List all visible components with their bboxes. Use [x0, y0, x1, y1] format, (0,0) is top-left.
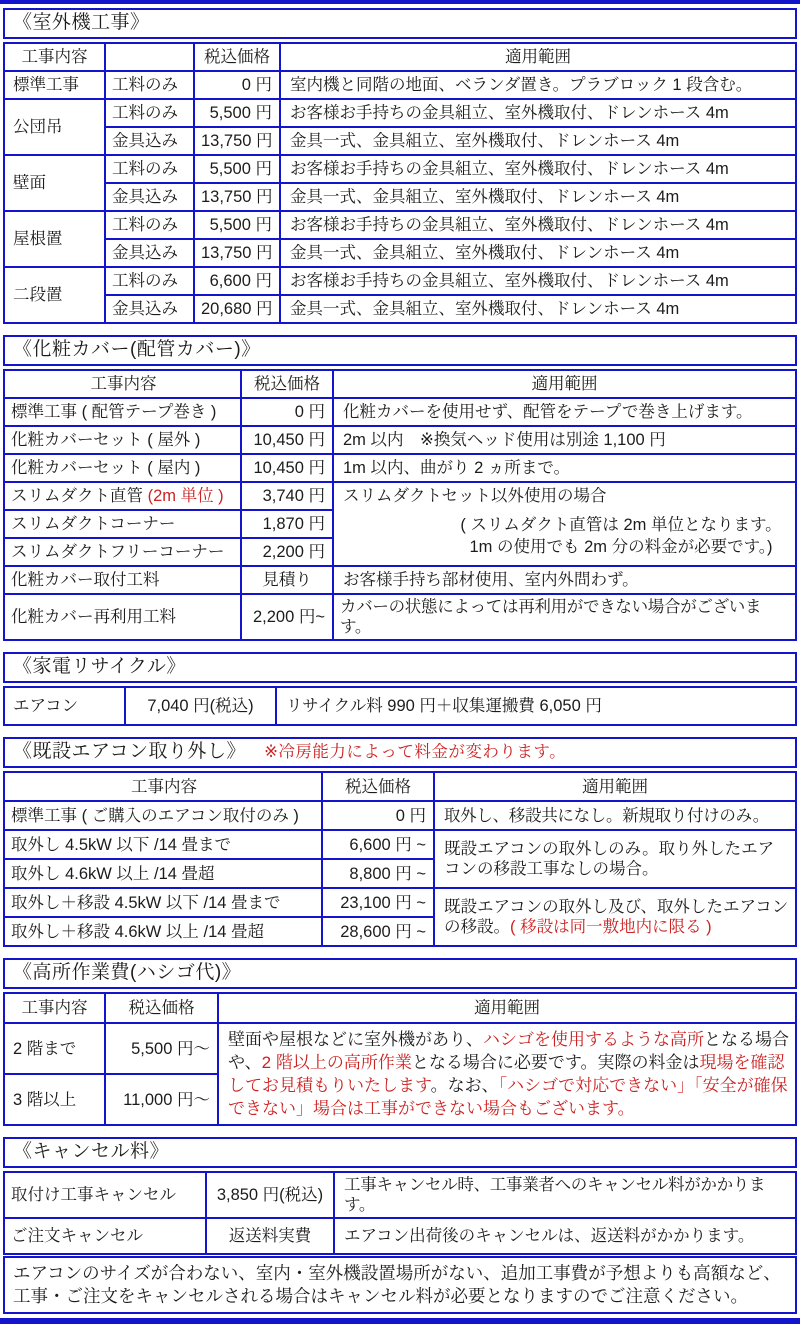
- table-row: [4, 1172, 796, 1218]
- table-row: [4, 1218, 796, 1254]
- section-ladder-fee: [3, 958, 797, 1126]
- scope-cell: 化粧カバーを使用せず、配管をテープで巻き上げます。: [333, 398, 796, 426]
- table-row: [4, 687, 796, 725]
- type-cell: 工料のみ: [105, 71, 194, 99]
- table-row: [4, 99, 796, 127]
- work-name-cell: 標準工事 ( ご購入のエアコン取付のみ ): [4, 801, 322, 830]
- scope-cell-merged: 既設エアコンの取外しのみ。取り外したエアコンの移設工事なしの場合。: [434, 830, 796, 888]
- group-cell: 標準工事: [4, 71, 105, 99]
- scope-cell: お客様お手持ちの金具組立、室外機取付、ドレンホース 4m: [280, 155, 796, 183]
- price-cell: 返送料実費: [206, 1218, 334, 1254]
- price-cell: 10,450 円: [241, 454, 333, 482]
- group-cell: 屋根置: [4, 211, 105, 267]
- price-cell: 3,740 円: [241, 482, 333, 510]
- note-line-1: ( スリムダクト直管は 2m 単位となります。: [460, 516, 782, 534]
- table-row: [4, 71, 796, 99]
- table-row: [4, 454, 796, 482]
- table-header-row: [4, 370, 796, 398]
- work-name-cell: 2 階まで: [4, 1023, 105, 1074]
- scope-cell-merged: [218, 1023, 796, 1125]
- price-cell: 5,500 円～: [105, 1023, 218, 1074]
- type-cell: 工料のみ: [105, 211, 194, 239]
- scope-cell-merged: [434, 888, 796, 946]
- scope-segment: 壁面や屋根などに室外機があり、: [228, 1030, 483, 1049]
- scope-cell: お客様お手持ちの金具組立、室外機取付、ドレンホース 4m: [280, 99, 796, 127]
- removal-table: [3, 771, 797, 947]
- table-row: [4, 155, 796, 183]
- section-title-text: 《高所作業費(ハシゴ代)》: [13, 962, 242, 983]
- price-cell: 13,750 円: [194, 127, 280, 155]
- header-price: 税込価格: [105, 993, 218, 1023]
- table-row: [4, 295, 796, 323]
- scope-cell: 金具一式、金具組立、室外機取付、ドレンホース 4m: [280, 239, 796, 267]
- type-cell: 金具込み: [105, 127, 194, 155]
- header-work-content: 工事内容: [4, 772, 322, 801]
- type-cell: 工料のみ: [105, 99, 194, 127]
- price-cell: 見積り: [241, 566, 333, 594]
- price-cell: 0 円: [241, 398, 333, 426]
- scope-cell: 室内機と同階の地面、ベランダ置き。プラブロック 1 段含む。: [280, 71, 796, 99]
- price-cell: 20,680 円: [194, 295, 280, 323]
- capacity-note-text: ※冷房能力によって料金が変わります。: [264, 743, 567, 761]
- header-scope: 適用範囲: [218, 993, 796, 1023]
- price-cell: 6,600 円: [194, 267, 280, 295]
- scope-cell: 金具一式、金具組立、室外機取付、ドレンホース 4m: [280, 127, 796, 155]
- section-appliance-recycle: [3, 652, 797, 726]
- price-cell: 5,500 円: [194, 211, 280, 239]
- work-name-cell: 標準工事 ( 配管テープ巻き ): [4, 398, 241, 426]
- section-cancel-fee: [3, 1137, 797, 1314]
- table-row: [4, 566, 796, 594]
- scope-cell: 工事キャンセル時、工事業者へのキャンセル料がかかります。: [334, 1172, 796, 1218]
- unit-note-text: (2m 単位 ): [147, 487, 224, 505]
- section-title-text: 《キャンセル料》: [13, 1141, 170, 1162]
- price-cell: 13,750 円: [194, 239, 280, 267]
- scope-red-text: ( 移設は同一敷地内に限る ): [510, 918, 712, 936]
- price-cell: 13,750 円: [194, 183, 280, 211]
- section-title-recycle: [3, 652, 797, 683]
- header-scope: 適用範囲: [434, 772, 796, 801]
- table-row: [4, 1023, 796, 1074]
- section-title-text: 《既設エアコン取り外し》: [13, 741, 247, 762]
- work-name-cell: 化粧カバー再利用工料: [4, 594, 241, 640]
- scope-cell: お客様手持ち部材使用、室内外問わず。: [333, 566, 796, 594]
- header-work-content: 工事内容: [4, 43, 105, 71]
- table-header-row: [4, 43, 796, 71]
- table-row: [4, 127, 796, 155]
- table-header-row: [4, 772, 796, 801]
- price-cell: 0 円: [322, 801, 434, 830]
- scope-segment: 。なお、: [430, 1076, 499, 1095]
- scope-cell: 1m 以内、曲がり 2 ヵ所まで。: [333, 454, 796, 482]
- header-work-content: 工事内容: [4, 993, 105, 1023]
- table-row: [4, 239, 796, 267]
- header-blank: [105, 43, 194, 71]
- work-name-cell: 取外し＋移設 4.6kW 以上 /14 畳超: [4, 917, 322, 946]
- aircon-installation-price-sheet: [0, 4, 800, 1314]
- price-cell: 23,100 円 ~: [322, 888, 434, 917]
- pipe-cover-table: [3, 369, 797, 641]
- section-title-outdoor: [3, 8, 797, 39]
- section-title-text: 《家電リサイクル》: [13, 656, 186, 677]
- scope-cell: 2m 以内 ※換気ヘッド使用は別途 1,100 円: [333, 426, 796, 454]
- header-price: 税込価格: [194, 43, 280, 71]
- work-name-cell: ご注文キャンセル: [4, 1218, 206, 1254]
- scope-segment-red: 2 階以上の高所作業: [261, 1053, 412, 1072]
- work-name-cell: スリムダクトフリーコーナー: [4, 538, 241, 566]
- scope-cell: カバーの状態によっては再利用ができない場合がございます。: [333, 594, 796, 640]
- scope-cell: リサイクル料 990 円＋収集運搬費 6,050 円: [276, 687, 796, 725]
- price-cell: 8,800 円 ~: [322, 859, 434, 888]
- section-pipe-cover: [3, 335, 797, 641]
- slim-duct-note: [343, 514, 789, 558]
- type-cell: 金具込み: [105, 295, 194, 323]
- price-cell: 28,600 円 ~: [322, 917, 434, 946]
- price-cell: 6,600 円 ~: [322, 830, 434, 859]
- work-name-cell: 取外し＋移設 4.5kW 以下 /14 畳まで: [4, 888, 322, 917]
- header-price: 税込価格: [322, 772, 434, 801]
- price-cell: 0 円: [194, 71, 280, 99]
- bottom-divider-bar: [0, 1318, 800, 1324]
- section-existing-removal: [3, 737, 797, 947]
- scope-segment-red: 現場を確認してお見積もりいたします: [228, 1053, 785, 1095]
- table-row: [4, 482, 796, 510]
- price-cell: 1,870 円: [241, 510, 333, 538]
- scope-cell: エアコン出荷後のキャンセルは、返送料がかかります。: [334, 1218, 796, 1254]
- scope-cell: お客様お手持ちの金具組立、室外機取付、ドレンホース 4m: [280, 267, 796, 295]
- scope-black-text: 既設エアコンの取外し及び、取外したエアコンの移設。: [444, 898, 789, 936]
- table-row: [4, 183, 796, 211]
- table-row: [4, 426, 796, 454]
- scope-main-text: スリムダクトセット以外使用の場合: [343, 487, 607, 505]
- outdoor-unit-table: [3, 42, 797, 324]
- table-header-row: [4, 993, 796, 1023]
- work-name-cell: 化粧カバーセット ( 屋内 ): [4, 454, 241, 482]
- work-name-cell: エアコン: [4, 687, 125, 725]
- ladder-fee-table: [3, 992, 797, 1126]
- group-cell: 公団吊: [4, 99, 105, 155]
- type-cell: 金具込み: [105, 183, 194, 211]
- scope-cell: お客様お手持ちの金具組立、室外機取付、ドレンホース 4m: [280, 211, 796, 239]
- section-title-cover: [3, 335, 797, 366]
- scope-cell: 取外し、移設共になし。新規取り付けのみ。: [434, 801, 796, 830]
- header-scope: 適用範囲: [280, 43, 796, 71]
- header-work-content: 工事内容: [4, 370, 241, 398]
- price-cell: 3,850 円(税込): [206, 1172, 334, 1218]
- section-title-text: 《室外機工事》: [13, 12, 150, 33]
- note-line-2: 1m の使用でも 2m 分の料金が必要です。): [469, 538, 773, 556]
- scope-segment-red: 「ハシゴで対応できない」「安全が確保できない」場合は工事ができない場合もございます。: [228, 1076, 788, 1118]
- table-row: [4, 267, 796, 295]
- table-row: [4, 594, 796, 640]
- work-name-cell: 化粧カバーセット ( 屋外 ): [4, 426, 241, 454]
- table-row: [4, 801, 796, 830]
- recycle-table: [3, 686, 797, 726]
- work-name-cell: 化粧カバー取付工料: [4, 566, 241, 594]
- section-outdoor-unit-work: [3, 8, 797, 324]
- work-name-text: スリムダクト直管: [11, 487, 143, 505]
- scope-segment: となる場合や、: [228, 1030, 789, 1072]
- work-name-cell: 3 階以上: [4, 1074, 105, 1125]
- header-price: 税込価格: [241, 370, 333, 398]
- work-name-cell: 取付け工事キャンセル: [4, 1172, 206, 1218]
- table-row: [4, 398, 796, 426]
- price-cell: 10,450 円: [241, 426, 333, 454]
- price-cell: 11,000 円～: [105, 1074, 218, 1125]
- cancel-fee-table: [3, 1171, 797, 1255]
- section-title-cancel: [3, 1137, 797, 1168]
- section-title-text: 《化粧カバー(配管カバー)》: [13, 339, 261, 360]
- price-cell: 2,200 円~: [241, 594, 333, 640]
- type-cell: 金具込み: [105, 239, 194, 267]
- type-cell: 工料のみ: [105, 155, 194, 183]
- scope-cell-merged: [333, 482, 796, 566]
- cancel-warning-note: エアコンのサイズが合わない、室内・室外機設置場所がない、追加工事費が予想よりも高額など、工事・ご注文をキャンセルされる場合はキャンセル料が必要となりますのでご注意ください。: [3, 1256, 797, 1314]
- work-name-cell: スリムダクトコーナー: [4, 510, 241, 538]
- table-row: [4, 211, 796, 239]
- section-title-removal: [3, 737, 797, 768]
- work-name-cell: 取外し 4.6kW 以上 /14 畳超: [4, 859, 322, 888]
- price-cell: 2,200 円: [241, 538, 333, 566]
- scope-segment: となる場合に必要です。実際の料金は: [411, 1053, 700, 1072]
- work-name-cell: 取外し 4.5kW 以下 /14 畳まで: [4, 830, 322, 859]
- price-cell: 5,500 円: [194, 99, 280, 127]
- price-cell: 7,040 円(税込): [125, 687, 276, 725]
- table-row: [4, 830, 796, 859]
- scope-cell: 金具一式、金具組立、室外機取付、ドレンホース 4m: [280, 295, 796, 323]
- scope-cell: 金具一式、金具組立、室外機取付、ドレンホース 4m: [280, 183, 796, 211]
- section-title-ladder: [3, 958, 797, 989]
- scope-segment-red: ハシゴを使用するような高所: [483, 1030, 704, 1049]
- table-row: [4, 888, 796, 917]
- group-cell: 二段置: [4, 267, 105, 323]
- group-cell: 壁面: [4, 155, 105, 211]
- type-cell: 工料のみ: [105, 267, 194, 295]
- work-name-cell: [4, 482, 241, 510]
- price-cell: 5,500 円: [194, 155, 280, 183]
- header-scope: 適用範囲: [333, 370, 796, 398]
